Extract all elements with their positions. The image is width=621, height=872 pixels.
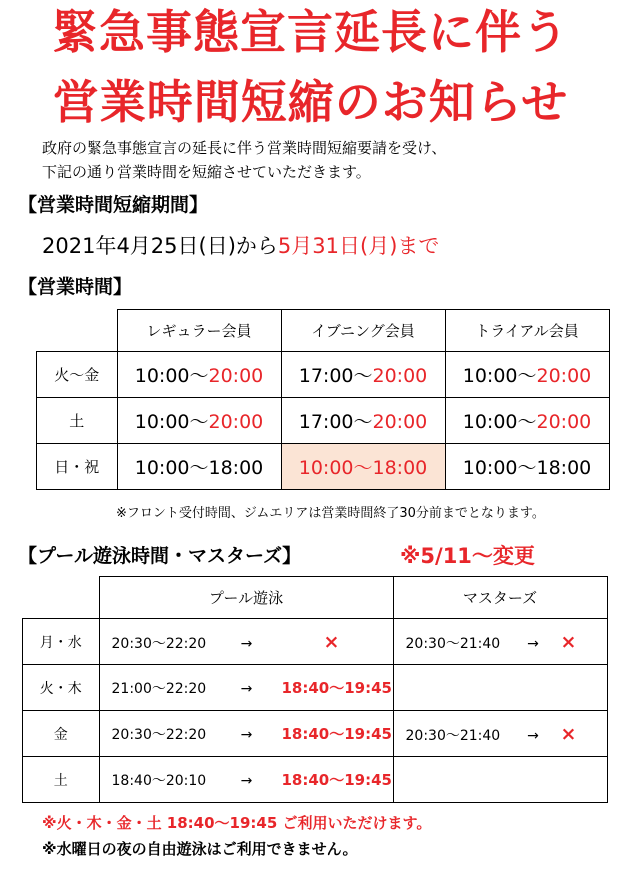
hours-cell: 10:00～20:00 bbox=[445, 398, 609, 444]
arrow-icon: → bbox=[240, 727, 253, 743]
intro-line1: 政府の緊急事態宣言の延長に伴う営業時間短縮要請を受け、 bbox=[42, 139, 447, 157]
pool-swim-cell: 20:30～22:20 → 18:40～19:45 bbox=[99, 711, 393, 757]
pool-row bbox=[23, 711, 608, 757]
hours-col-regular: レギュラー会員 bbox=[117, 310, 281, 352]
period-end: 5月31日(月)まで bbox=[277, 234, 440, 258]
pool-row-label: 火・木 bbox=[23, 665, 100, 711]
pool-masters-cell bbox=[393, 757, 607, 803]
hours-cell: 10:00～20:00 bbox=[445, 352, 609, 398]
hours-row-label: 日・祝 bbox=[37, 444, 118, 490]
arrow-icon: → bbox=[240, 635, 253, 652]
period-start: 2021年4月25日(日)から bbox=[42, 234, 278, 258]
pool-masters-cell: 20:30～21:40 → × bbox=[393, 711, 607, 757]
pool-corner bbox=[23, 577, 100, 619]
pool-row bbox=[23, 619, 608, 665]
hours-cell: 17:00～20:00 bbox=[281, 398, 445, 444]
period-heading: 【営業時間短縮期間】 bbox=[18, 194, 209, 216]
pool-masters-cell bbox=[393, 665, 607, 711]
hours-table bbox=[36, 309, 610, 490]
hours-row-label: 火～金 bbox=[37, 352, 118, 398]
pool-masters-cell: 20:30～21:40 → × bbox=[393, 619, 607, 665]
hours-cell-highlight: 10:00～18:00 bbox=[281, 444, 445, 490]
footer-line2: ※水曜日の夜の自由遊泳はご利用できません。 bbox=[42, 840, 358, 858]
pool-heading: 【プール遊泳時間・マスターズ】 bbox=[18, 545, 302, 567]
arrow-icon: → bbox=[527, 727, 539, 744]
pool-row bbox=[23, 665, 608, 711]
pool-swim-cell: 18:40～20:10 → 18:40～19:45 bbox=[99, 757, 393, 803]
hours-cell: 10:00～20:00 bbox=[117, 352, 281, 398]
page-title-line1: 緊急事態宣言延長に伴う bbox=[52, 5, 569, 59]
period-dates bbox=[42, 230, 439, 260]
hours-col-evening: イブニング会員 bbox=[281, 310, 445, 352]
pool-row-label: 金 bbox=[23, 711, 100, 757]
pool-col-swim: プール遊泳 bbox=[99, 577, 393, 619]
arrow-icon: → bbox=[240, 681, 253, 697]
hours-heading: 【営業時間】 bbox=[18, 276, 133, 298]
pool-row-label: 月・水 bbox=[23, 619, 100, 665]
footer-line1: ※火・木・金・土 18:40～19:45 ご利用いただけます。 bbox=[42, 814, 432, 832]
cross-icon: × bbox=[323, 630, 340, 653]
hours-row bbox=[37, 444, 610, 490]
hours-row bbox=[37, 398, 610, 444]
hours-note: ※フロント受付時間、ジムエリアは営業時間終了30分前までとなります。 bbox=[116, 506, 545, 521]
arrow-icon: → bbox=[527, 635, 539, 652]
pool-swim-cell: 21:00～22:20 → 18:40～19:45 bbox=[99, 665, 393, 711]
intro-line2: 下記の通り営業時間を短縮させていただきます。 bbox=[42, 163, 371, 181]
pool-col-masters: マスターズ bbox=[393, 577, 607, 619]
cross-icon: × bbox=[560, 722, 577, 745]
hours-cell: 10:00～18:00 bbox=[117, 444, 281, 490]
pool-row bbox=[23, 757, 608, 803]
pool-header-row bbox=[23, 577, 608, 619]
hours-row-label: 土 bbox=[37, 398, 118, 444]
pool-change-note: ※5/11～変更 bbox=[400, 544, 535, 568]
arrow-icon: → bbox=[240, 773, 253, 789]
pool-swim-cell: 20:30～22:20 → × bbox=[99, 619, 393, 665]
page-title-line2: 営業時間短縮のお知らせ bbox=[52, 75, 569, 129]
hours-header-row bbox=[37, 310, 610, 352]
hours-cell: 17:00～20:00 bbox=[281, 352, 445, 398]
hours-row bbox=[37, 352, 610, 398]
hours-corner bbox=[37, 310, 118, 352]
hours-col-trial: トライアル会員 bbox=[445, 310, 609, 352]
hours-cell: 10:00～20:00 bbox=[117, 398, 281, 444]
pool-table bbox=[22, 576, 608, 803]
pool-row-label: 土 bbox=[23, 757, 100, 803]
cross-icon: × bbox=[560, 630, 577, 653]
hours-cell: 10:00～18:00 bbox=[445, 444, 609, 490]
